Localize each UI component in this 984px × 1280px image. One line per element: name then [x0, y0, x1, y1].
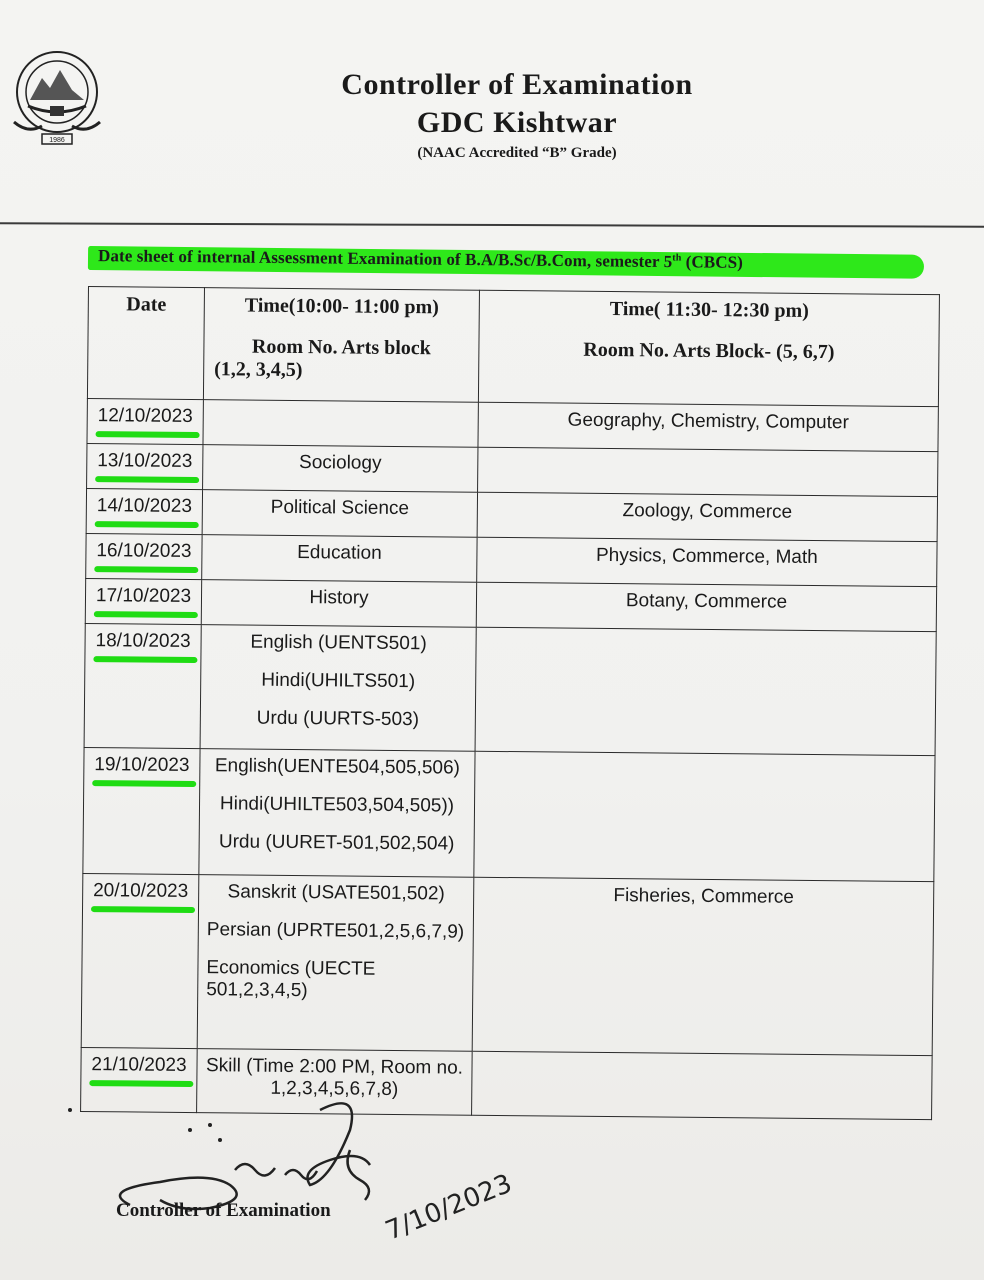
datesheet-table — [80, 286, 940, 1120]
subject-entry: Geography, Chemistry, Computer — [567, 409, 849, 434]
datesheet-banner — [88, 244, 924, 283]
exam-date-text: 13/10/2023 — [97, 450, 193, 473]
accreditation-text: (NAAC Accredited “B” Grade) — [417, 145, 617, 161]
highlight-underline — [96, 431, 200, 438]
exam-date-text: 14/10/2023 — [96, 495, 193, 518]
subject-entry: Sanskrit (USATE501,502) — [227, 881, 445, 905]
exam-date — [81, 873, 199, 1048]
subject-entry: Urdu (UURTS-503) — [256, 707, 420, 731]
subject-entry: Political Science — [270, 496, 410, 520]
table-row — [83, 747, 935, 881]
slot-1-subjects — [197, 875, 474, 1052]
datesheet-title: Date sheet of internal Assessment Examination of B.A/B.Sc/B.Com, semester 5th (CBCS) — [97, 246, 744, 272]
highlight-underline — [89, 1080, 193, 1087]
signatory-label: Controller of Examination — [116, 1200, 331, 1221]
svg-text:1986: 1986 — [49, 137, 65, 144]
svg-text:7/10/2023: 7/10/2023 — [381, 1168, 517, 1247]
exam-date-text: 12/10/2023 — [97, 405, 193, 428]
subject-entry: Sociology — [299, 452, 382, 474]
subject-entry: Hindi(UHILTE503,504,505)) — [219, 793, 455, 817]
slot-1-subjects — [203, 445, 478, 493]
exam-date — [86, 488, 202, 534]
slot-2-subjects — [475, 627, 936, 755]
slot-2-subjects — [477, 492, 937, 541]
table-row — [81, 873, 934, 1055]
slot-2-subjects — [472, 877, 934, 1055]
exam-date — [84, 623, 201, 748]
highlight-underline — [95, 476, 199, 483]
exam-date-text: 20/10/2023 — [93, 880, 189, 902]
subject-entry: Economics (UECTE 501,2,3,4,5) — [206, 957, 376, 1002]
subject-entry — [212, 406, 470, 408]
exam-date — [83, 747, 200, 874]
header-divider — [0, 222, 984, 227]
table-row — [87, 443, 938, 496]
highlight-underline — [94, 566, 198, 573]
header-slot-2: Time( 11:30- 12:30 pm) Room No. Arts Block- (5, 6,7) — [478, 290, 939, 406]
college-seal-icon — [8, 40, 106, 152]
highlight-underline — [92, 780, 196, 787]
subject-entry: Skill (Time 2:00 PM, Room no. 1,2,3,4,5,6,7,8) — [205, 1055, 464, 1101]
table-row — [85, 578, 936, 631]
office-title: Controller of Examination — [341, 68, 693, 101]
subject-entry: Persian (UPRTE501,2,5,6,7,9) — [206, 919, 465, 943]
slot-1-subjects — [199, 749, 475, 878]
exam-date — [85, 578, 201, 624]
exam-date-text: 16/10/2023 — [96, 540, 192, 563]
subject-entry: Fisheries, Commerce — [613, 885, 795, 908]
header-slot-1: Time(10:00- 11:00 pm) Room No. Arts block (1,2, 3,4,5) — [203, 288, 479, 403]
exam-date — [86, 533, 202, 579]
subject-entry: Urdu (UURET-501,502,504) — [218, 831, 455, 855]
exam-date-text: 18/10/2023 — [95, 630, 191, 653]
subject-entry: English(UENTE504,505,506) — [214, 755, 461, 779]
slot-2-subjects — [476, 582, 936, 631]
slot-2-subjects — [478, 402, 938, 451]
highlight-underline — [91, 906, 195, 913]
highlight-underline — [93, 656, 197, 663]
exam-date — [87, 398, 203, 444]
signature-scribble — [60, 1090, 560, 1280]
subject-entry: Hindi(UHILTS501) — [261, 669, 416, 693]
subject-entry: Botany, Commerce — [625, 590, 788, 613]
table-header-row — [87, 287, 939, 407]
slot-1-subjects — [203, 400, 478, 448]
highlight-underline — [94, 611, 198, 618]
datesheet-table-wrapper — [80, 286, 940, 1120]
subject-entry: History — [309, 587, 369, 609]
table-body — [81, 398, 939, 1119]
slot-1-subjects — [201, 580, 476, 628]
subject-entry: Physics, Commerce, Math — [595, 544, 818, 569]
slot-1-subjects — [202, 535, 477, 583]
slot-1-subjects — [200, 625, 476, 752]
exam-date-text: 21/10/2023 — [91, 1054, 187, 1076]
table-row — [87, 398, 938, 451]
highlight-underline — [95, 521, 199, 528]
subject-entry: Education — [297, 542, 382, 564]
table-row — [84, 623, 936, 755]
college-name: GDC Kishtwar — [416, 106, 618, 139]
subject-entry: Zoology, Commerce — [622, 500, 793, 523]
slot-2-subjects — [477, 537, 937, 586]
exam-date — [87, 443, 203, 489]
slot-2-subjects — [474, 751, 935, 881]
subject-entry: English (UENTS501) — [250, 631, 427, 655]
table-row — [86, 488, 937, 541]
table-row — [86, 533, 937, 586]
exam-date-text: 17/10/2023 — [95, 585, 192, 608]
slot-2-subjects — [478, 447, 938, 496]
exam-date-text: 19/10/2023 — [94, 754, 190, 776]
slot-1-subjects — [202, 490, 477, 538]
header-date: Date — [87, 287, 204, 400]
